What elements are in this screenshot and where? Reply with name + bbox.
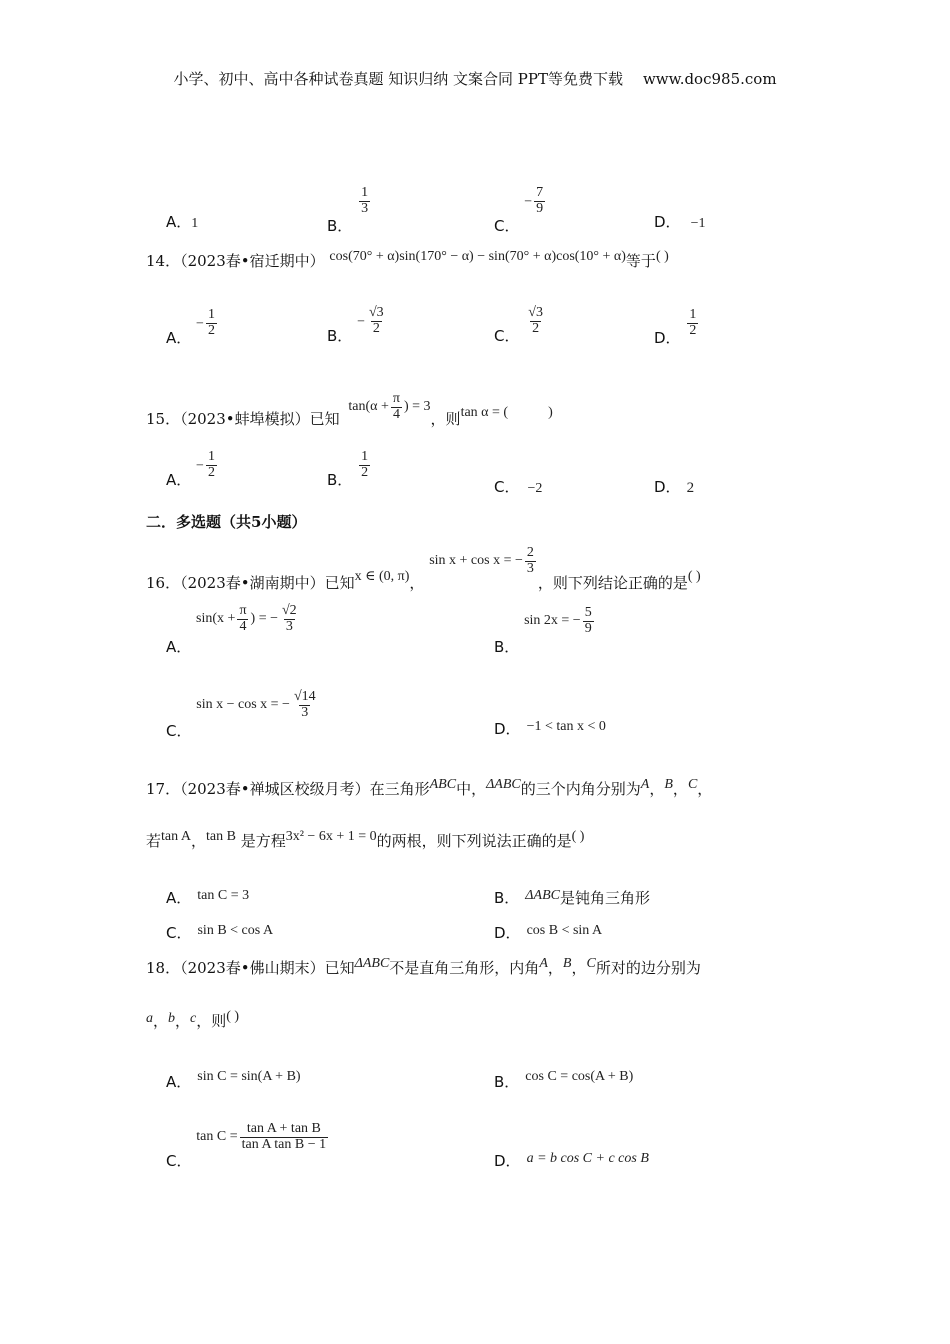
text-part: 的三个内角分别为 [520,780,641,798]
q18-option-a [166,1068,301,1089]
option-text: 是钝角三角形 [559,889,650,907]
option-value: sin C = sin(A + B) [197,1069,301,1084]
option-label: A． [166,470,192,489]
question-mid: ，则 [430,410,461,429]
q18-option-c [166,1121,330,1171]
section-title: 二．多选题（共5小题） [146,513,307,531]
fraction [534,186,545,216]
q16-stem [146,545,701,593]
fraction [525,546,536,576]
option-label: B． [494,638,520,657]
condition-2 [429,545,538,576]
numerator: √3 [368,305,384,320]
denominator: 2 [532,320,540,336]
numerator: √14 [293,689,316,704]
question-number: 15． [146,410,181,429]
numerator: 5 [584,605,592,620]
q15-option-b [327,449,372,489]
denominator: 4 [239,618,247,634]
q17-option-d [494,922,602,943]
math-tanB: tan B [205,829,236,844]
text-part: 是方程 [240,832,286,850]
q17-stem-line1 [146,778,712,799]
numerator: 1 [689,307,697,322]
q14-option-a [166,307,219,347]
option-value: cos B < sin A [526,923,603,938]
math-c: c [190,1011,197,1026]
sep: ， [547,959,563,977]
q18-stem-line1 [146,957,701,978]
option-label: D． [654,213,681,231]
header-text: 小学、初中、高中各种试卷真题 知识归纳 文案合同 PPT等免费下载 [173,70,623,88]
q17-option-c [166,922,273,943]
answer-paren: ( ) [687,569,701,585]
option-label: D． [494,1152,521,1170]
answer-paren: ( ) [571,829,585,844]
sep: ， [175,1012,191,1030]
q15-option-a [166,449,219,489]
option-label: B． [494,889,520,907]
q13-option-a [166,211,198,232]
text-part: 的两根，则下列说法正确的是 [376,832,572,850]
numerator: 1 [361,185,369,200]
question-number: 16． [146,574,181,593]
numerator: 7 [536,185,544,200]
sep: ， [649,780,665,798]
fraction [240,1122,329,1152]
question-source: （2023春•宿迁期中） [180,252,325,270]
q15-option-d [654,476,694,497]
math-triangle: ΔABC [354,956,390,971]
answer-paren: ( ) [226,1009,240,1024]
option-value: −1 < tan x < 0 [526,719,606,734]
denominator: 3 [361,200,369,216]
text-part: 不是直角三角形，内角 [389,959,540,977]
question-tail: ，则下列结论正确的是 [537,574,688,593]
expr-part: tan(α + [348,399,389,415]
numerator: 1 [207,307,215,322]
question-number: 14． [146,252,181,270]
option-label: B． [327,470,353,489]
math-A: A [640,777,650,792]
page-header [0,68,950,89]
option-value: cos C = cos(A + B) [525,1069,634,1084]
answer-paren-close: ) [548,405,553,421]
minus-sign: − [196,316,204,332]
question-expression-2: tan α = ( [460,405,509,421]
denominator: 9 [584,620,592,636]
option-value: sin B < cos A [197,923,274,938]
q17-stem-line2 [146,830,584,851]
answer-paren: ( ) [655,249,669,264]
fraction [237,604,248,634]
denominator: tan A tan B − 1 [241,1136,327,1152]
q18-option-b [494,1068,633,1089]
question-expression [348,391,431,422]
math-triangle: ΔABC [486,777,521,792]
math-C: C [687,777,698,792]
numerator: √3 [528,305,543,320]
fraction [687,308,698,338]
q14-option-b [327,305,388,345]
question-expression: cos(70° + α)sin(170° − α) − sin(70° + α)cos(10° + α) [329,249,626,264]
option-label: D． [654,478,681,496]
option-value: 2 [686,480,695,496]
fraction [526,306,545,336]
math-a: a [146,1011,153,1026]
denominator: 2 [689,322,697,338]
sep: ， [672,780,688,798]
math-equation: 3x² − 6x + 1 = 0 [285,829,377,844]
option-value: a = b cos C + c cos B [526,1151,649,1166]
option-label: C． [494,478,520,496]
fraction [292,690,318,720]
option-label: B． [327,326,353,345]
option-label: C． [166,1152,192,1171]
option-expression [196,603,301,634]
option-label: C． [494,326,520,345]
option-value: −1 [690,216,706,231]
option-label: D． [494,720,521,738]
question-source: （2023春•佛山期末）已知 [180,959,355,977]
question-suffix: 等于 [625,252,656,270]
option-math: ΔABC [525,888,560,903]
header-site: www.doc985.com [642,70,777,88]
q14-option-d [654,307,700,347]
option-value: tan C = 3 [197,888,250,903]
q14-stem [146,250,669,271]
option-label: C． [494,216,520,235]
question-number: 17． [146,780,181,798]
expr-part: tan C = [196,1129,238,1145]
denominator: 9 [536,200,544,216]
text-part: ，则 [196,1012,227,1030]
numerator: √2 [281,603,297,618]
option-label: B． [494,1073,520,1091]
numerator: tan A + tan B [246,1121,321,1136]
math-B: B [562,956,572,971]
q16-option-d [494,718,606,739]
q17-option-b [494,887,650,908]
sep: ， [697,780,713,798]
math-tanA: tan A [161,829,191,844]
math-A: A [539,956,548,971]
denominator: 3 [526,560,534,576]
math-C: C [586,956,596,971]
denominator: 2 [207,322,215,338]
condition-1: x ∈ (0, π) [354,569,410,585]
fraction [367,306,386,336]
question-source: （2023•蚌埠模拟）已知 [180,410,340,429]
q16-option-b [494,605,596,657]
option-value: −2 [527,481,543,496]
minus-sign: − [524,194,533,210]
option-label: A． [166,889,192,907]
q13-option-d [654,211,705,232]
minus-sign: − [357,314,365,330]
sep: ， [153,1012,169,1030]
option-label: A． [166,328,192,347]
question-source: （2023春•禅城区校级月考）在三角形 [180,780,430,798]
fraction [359,450,370,480]
denominator: 2 [372,320,380,336]
question-source: （2023春•湖南期中）已知 [180,574,355,593]
q15-stem [146,391,553,429]
option-label: D． [654,328,681,347]
comma: ， [409,574,425,593]
expr-part: sin x − cos x = − [196,697,290,713]
text-part: 中， [456,780,487,798]
fraction [359,186,370,216]
option-label: A． [166,213,192,231]
q16-option-a [166,603,301,657]
option-label: C． [166,924,192,942]
math-B: B [664,777,673,792]
fraction [280,604,299,634]
fraction [391,392,402,422]
q13-option-c [494,185,547,235]
numerator: π [392,391,400,406]
math-abc: ABC [429,777,457,792]
option-label: C． [166,722,192,741]
expr-part: ) = − [250,611,278,627]
q13-option-b [327,185,372,235]
option-expression [196,1121,330,1152]
text-part: 若 [146,832,162,850]
q18-stem-line2 [146,1010,239,1031]
fraction [206,450,217,480]
expr-part: sin x + cos x = − [429,553,523,569]
option-expression [196,689,319,720]
option-label: A． [166,638,192,657]
q16-option-c [166,689,320,741]
expr-part: ) = 3 [403,399,431,415]
sep: ， [190,832,206,850]
option-value: 1 [191,216,199,231]
fraction [206,308,217,338]
denominator: 2 [361,464,369,480]
expr-part: sin 2x = − [524,613,581,629]
expr-part: sin(x + [196,611,236,627]
option-label: A． [166,1073,192,1091]
numerator: π [239,603,247,618]
q15-option-c [494,476,542,497]
q17-option-a [166,887,249,908]
numerator: 1 [361,449,369,464]
minus-sign: − [196,458,204,474]
text-part: 所对的边分别为 [595,959,701,977]
option-label: D． [494,924,521,942]
sep: ， [571,959,587,977]
numerator: 2 [526,545,534,560]
denominator: 4 [392,406,400,422]
option-expression [524,605,596,636]
denominator: 3 [301,704,309,720]
q18-option-d [494,1150,649,1171]
fraction [583,606,594,636]
denominator: 3 [285,618,293,634]
denominator: 2 [207,464,215,480]
math-b: b [168,1011,176,1026]
q14-option-c [494,305,547,345]
numerator: 1 [207,449,215,464]
question-number: 18． [146,959,181,977]
option-label: B． [327,216,353,235]
